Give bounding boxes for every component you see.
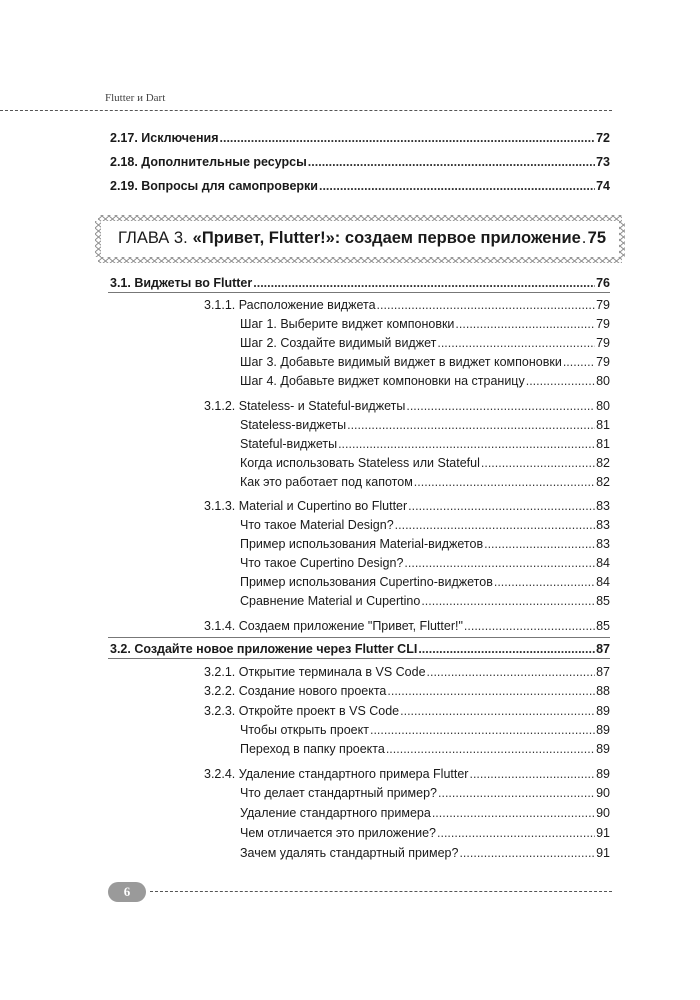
toc-entry-page: 81 <box>596 437 610 451</box>
toc-item-entry[interactable] <box>240 574 610 590</box>
toc-entry-label: Удаление стандартного примера <box>240 806 431 820</box>
toc-entry-page: 87 <box>596 642 610 656</box>
top-divider <box>0 110 612 111</box>
toc-entry-page: 90 <box>596 806 610 820</box>
dot-leader <box>437 825 595 841</box>
toc-entry-label: 3.2.3. Откройте проект в VS Code <box>204 704 400 718</box>
chapter-page: 75 <box>587 229 606 247</box>
toc-entry-page: 83 <box>596 518 610 532</box>
toc-entry-page: 79 <box>596 355 610 369</box>
page-number-badge: 6 <box>108 882 146 902</box>
toc-entry-page: 85 <box>596 619 610 633</box>
dot-leader <box>481 455 595 471</box>
dot-leader <box>459 845 595 861</box>
toc-entry-page: 79 <box>596 336 610 350</box>
dot-leader <box>469 766 595 782</box>
toc-item-entry[interactable] <box>240 316 610 332</box>
dot-leader <box>494 574 595 590</box>
toc-subsection-entry[interactable] <box>204 766 610 782</box>
section-divider <box>108 658 610 659</box>
bottom-divider <box>150 891 612 892</box>
dot-leader <box>408 498 595 514</box>
toc-entry-label: Зачем удалять стандартный пример? <box>240 846 459 860</box>
toc-entry-page: 80 <box>596 374 610 388</box>
toc-entry-page: 91 <box>596 846 610 860</box>
toc-entry-page: 73 <box>596 155 610 169</box>
toc-item-entry[interactable] <box>240 555 610 571</box>
toc-item-entry[interactable] <box>240 373 610 389</box>
toc-entry-label: Шаг 4. Добавьте виджет компоновки на страницу <box>240 374 525 388</box>
toc-entry-label: Шаг 3. Добавьте видимый виджет в виджет компоновки <box>240 355 562 369</box>
toc-entry-label: 3.1.2. Stateless- и Stateful-виджеты <box>204 399 406 413</box>
dot-leader <box>400 703 595 719</box>
dot-leader <box>386 741 595 757</box>
toc-item-entry[interactable] <box>240 593 610 609</box>
dot-leader <box>455 316 595 332</box>
toc-entry-label: 3.1. Виджеты во Flutter <box>110 276 253 290</box>
chapter-title: «Привет, Flutter!»: создаем первое приложение <box>192 229 581 247</box>
toc-entry-label: 3.2.1. Открытие терминала в VS Code <box>204 665 426 679</box>
dot-leader <box>404 555 595 571</box>
toc-section-entry[interactable] <box>110 641 610 657</box>
toc-entry-page: 74 <box>596 179 610 193</box>
toc-entry-label: 2.17. Исключения <box>110 131 219 145</box>
dot-leader <box>308 154 595 170</box>
toc-item-entry[interactable] <box>240 722 610 738</box>
toc-item-entry[interactable] <box>240 436 610 452</box>
dot-leader <box>395 517 595 533</box>
section-divider <box>108 292 610 293</box>
toc-entry-label: Переход в папку проекта <box>240 742 385 756</box>
toc-entry-page: 72 <box>596 131 610 145</box>
toc-entry[interactable] <box>110 154 610 170</box>
dot-leader <box>377 297 596 313</box>
dot-leader <box>387 683 595 699</box>
toc-item-entry[interactable] <box>240 354 610 370</box>
dot-leader <box>427 664 596 680</box>
toc-entry-page: 89 <box>596 723 610 737</box>
toc-subsection-entry[interactable] <box>204 498 610 514</box>
toc-item-entry[interactable] <box>240 335 610 351</box>
dot-leader <box>220 130 596 146</box>
toc-subsection-entry[interactable] <box>204 618 610 634</box>
toc-subsection-entry[interactable] <box>204 703 610 719</box>
toc-entry-page: 91 <box>596 826 610 840</box>
toc-entry[interactable] <box>110 130 610 146</box>
dot-leader <box>253 275 595 291</box>
running-head: Flutter и Dart <box>105 92 166 104</box>
toc-entry-label: Шаг 1. Выберите виджет компоновки <box>240 317 455 331</box>
toc-entry-page: 83 <box>596 499 610 513</box>
dot-leader <box>414 474 595 490</box>
toc-item-entry[interactable] <box>240 825 610 841</box>
toc-item-entry[interactable] <box>240 741 610 757</box>
toc-entry-page: 76 <box>596 276 610 290</box>
dot-leader <box>563 354 595 370</box>
toc-entry-page: 81 <box>596 418 610 432</box>
toc-entry-label: 3.2. Создайте новое приложение через Flutter CLI <box>110 642 418 656</box>
toc-entry-label: Что делает стандартный пример? <box>240 786 437 800</box>
dot-leader <box>464 618 595 634</box>
toc-subsection-entry[interactable] <box>204 664 610 680</box>
chapter-heading[interactable] <box>118 229 606 248</box>
toc-entry-label: 3.1.1. Расположение виджета <box>204 298 376 312</box>
toc-entry-page: 89 <box>596 767 610 781</box>
toc-entry-page: 84 <box>596 556 610 570</box>
toc-entry-page: 79 <box>596 317 610 331</box>
dot-leader <box>406 398 595 414</box>
toc-entry-page: 79 <box>596 298 610 312</box>
toc-entry-label: Stateful-виджеты <box>240 437 338 451</box>
toc-subsection-entry[interactable] <box>204 297 610 313</box>
toc-item-entry[interactable] <box>240 517 610 533</box>
toc-entry-page: 83 <box>596 537 610 551</box>
chapter-number: ГЛАВА 3. <box>118 229 188 247</box>
dot-leader <box>319 178 595 194</box>
toc-entry-label: 3.2.2. Создание нового проекта <box>204 684 387 698</box>
toc-entry-label: 2.19. Вопросы для самопроверки <box>110 179 318 193</box>
toc-item-entry[interactable] <box>240 785 610 801</box>
toc-subsection-entry[interactable] <box>204 683 610 699</box>
toc-item-entry[interactable] <box>240 536 610 552</box>
toc-entry-page: 82 <box>596 456 610 470</box>
toc-entry-label: 3.2.4. Удаление стандартного примера Flutter <box>204 767 469 781</box>
toc-subsection-entry[interactable] <box>204 398 610 414</box>
section-divider <box>108 637 610 638</box>
toc-entry-page: 82 <box>596 475 610 489</box>
toc-entry-page: 88 <box>596 684 610 698</box>
toc-item-entry[interactable] <box>240 845 610 861</box>
toc-entry-label: Шаг 2. Создайте видимый виджет <box>240 336 437 350</box>
toc-entry-label: 2.18. Дополнительные ресурсы <box>110 155 307 169</box>
toc-item-entry[interactable] <box>240 417 610 433</box>
dot-leader <box>437 335 595 351</box>
toc-entry-label: 3.1.4. Создаем приложение "Привет, Flutter!" <box>204 619 463 633</box>
toc-entry-label: Сравнение Material и Cupertino <box>240 594 421 608</box>
toc-entry[interactable] <box>110 178 610 194</box>
toc-entry-page: 90 <box>596 786 610 800</box>
dot-leader <box>526 373 595 389</box>
toc-entry-page: 85 <box>596 594 610 608</box>
toc-entry-label: Чем отличается это приложение? <box>240 826 436 840</box>
toc-entry-label: Как это работает под капотом <box>240 475 413 489</box>
toc-entry-page: 84 <box>596 575 610 589</box>
toc-entry-label: Что такое Cupertino Design? <box>240 556 404 570</box>
toc-entry-label: Stateless-виджеты <box>240 418 347 432</box>
toc-entry-label: Пример использования Material-виджетов <box>240 537 484 551</box>
dot-leader <box>338 436 595 452</box>
dot-leader <box>438 785 595 801</box>
dot-leader <box>582 229 587 248</box>
dot-leader <box>370 722 595 738</box>
toc-item-entry[interactable] <box>240 474 610 490</box>
dot-leader <box>484 536 595 552</box>
toc-entry-label: Когда использовать Stateless или Stateful <box>240 456 480 470</box>
toc-entry-label: Что такое Material Design? <box>240 518 394 532</box>
dot-leader <box>347 417 595 433</box>
toc-entry-page: 89 <box>596 742 610 756</box>
toc-entry-label: Пример использования Cupertino-виджетов <box>240 575 493 589</box>
toc-entry-label: 3.1.3. Material и Cupertino во Flutter <box>204 499 408 513</box>
toc-entry-label: Чтобы открыть проект <box>240 723 369 737</box>
toc-entry-page: 80 <box>596 399 610 413</box>
dot-leader <box>432 805 595 821</box>
dot-leader <box>418 641 595 657</box>
toc-item-entry[interactable] <box>240 455 610 471</box>
dot-leader <box>421 593 595 609</box>
toc-item-entry[interactable] <box>240 805 610 821</box>
toc-entry-page: 89 <box>596 704 610 718</box>
toc-entry-page: 87 <box>596 665 610 679</box>
toc-section-entry[interactable] <box>110 275 610 291</box>
